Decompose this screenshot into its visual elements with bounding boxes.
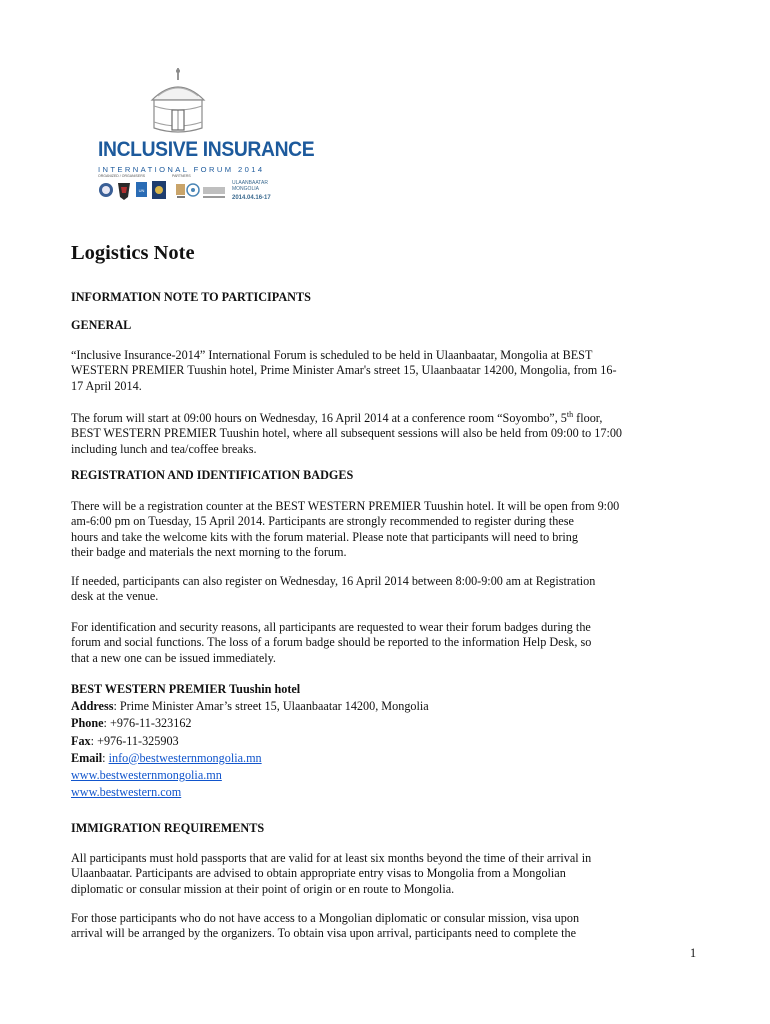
info-heading: INFORMATION NOTE TO PARTICIPANTS [71,290,311,304]
email-link[interactable]: info@bestwesternmongolia.mn [108,750,262,765]
email-separator: : [102,750,109,765]
partner-c-icon [203,187,225,198]
hotel-phone [71,715,671,732]
organized-label: ORGANIZED / ORGANISERS [98,174,146,178]
text-line: arrival will be arranged by the organizers. To obtain visa upon arrival, participants need to complete the [71,926,576,941]
hotel-address [71,698,671,715]
bank-logo-icon [152,181,166,199]
text-line: hours and take the welcome kits with the forum material. Please note that participants will need to bring [71,529,578,544]
text-line: forum and social functions. The loss of a forum badge should be reported to the information Help Desk, so [71,635,592,650]
immigration-paragraph-1 [71,851,671,897]
registration-paragraph-1 [71,499,671,561]
logo-place [232,180,278,201]
immigration-paragraph-2 [71,911,671,942]
text-line: desk at the venue. [71,589,159,604]
hotel-fax [71,733,671,750]
text-segment: The forum will start at 09:00 hours on Wednesday, 16 April 2014 at a conference room “Soyombo”, 5 [71,411,567,426]
text-line: BEST WESTERN PREMIER Tuushin hotel, where all subsequent sessions will also be held from 09:00 to 17:00 [71,426,623,441]
fax-value: : +976-11-325903 [90,733,179,748]
phone-label: Phone [71,716,104,731]
text-line: including lunch and tea/coffee breaks. [71,441,257,456]
text-line: 17 April 2014. [71,378,142,393]
hotel-website-2 [71,784,671,801]
text-line: their badge and materials the next morning to the forum. [71,545,347,560]
text-line: WESTERN PREMIER Tuushin hotel, Prime Minister Amar's street 15, Ulaanbaatar 14200, Mongolia, from 16- [71,363,617,378]
immigration-heading: IMMIGRATION REQUIREMENTS [71,821,265,835]
fsc-emblem-icon [99,183,113,197]
text-line: For identification and security reasons, all participants are requested to wear their forum badges during the [71,620,591,634]
coat-of-arms-icon [118,183,130,200]
text-line: For those participants who do not have access to a Mongolian diplomatic or consular mission, visa upon [71,911,580,925]
hotel-website-1 [71,767,671,784]
logo-title: INCLUSIVE INSURANCE [98,138,315,161]
superscript: th [566,410,574,419]
partner-b-icon [187,184,199,196]
email-label: Email [71,750,103,765]
hotel-contact [71,681,671,801]
place-city: ULAANBAATAR [232,180,268,186]
place-country: MONGOLIA [232,186,259,192]
registration-paragraph-3 [71,620,671,666]
website-link-bestwestern[interactable]: www.bestwestern.com [71,785,182,800]
address-value: : Prime Minister Amar’s street 15, Ulaanbaatar 14200, Mongolia [113,699,429,714]
hotel-name: BEST WESTERN PREMIER Tuushin hotel [71,682,301,696]
text-line: All participants must hold passports that are valid for at least six months beyond the time of their arrival in [71,851,592,865]
document-title: Logistics Note [71,242,195,264]
text-line: am-6:00 pm on Tuesday, 15 April 2014. Participants are strongly recommended to register during these [71,514,574,529]
yurt-icon [146,66,210,140]
text-line: diplomatic or consular mission at their point of origin or en route to Mongolia. [71,881,455,896]
phone-value: : +976-11-323162 [103,716,192,731]
text-line: There will be a registration counter at the BEST WESTERN PREMIER Tuushin hotel. It will be open from 9:00 [71,499,620,513]
registration-heading: REGISTRATION AND IDENTIFICATION BADGES [71,468,354,482]
partner-a-icon [176,184,185,198]
page-number: 1 [690,946,697,960]
text-segment: floor, [573,411,603,426]
hotel-email [71,750,671,767]
text-line: “Inclusive Insurance-2014” International Forum is scheduled to be held in Ulaanbaatar, Mongolia at BEST [71,348,593,362]
text-line [71,407,671,426]
general-heading: GENERAL [71,318,132,332]
text-line: that a new one can be issued immediately. [71,650,276,665]
forum-logo [94,66,315,212]
general-paragraph-1 [71,348,671,394]
registration-paragraph-2 [71,574,671,605]
text-line: Ulaanbaatar. Participants are advised to obtain appropriate entry visas to Mongolia from a Mongolian [71,866,566,881]
undp-logo-icon [136,182,147,197]
svg-text:UN: UN [138,188,145,193]
fax-label: Fax [71,733,91,748]
place-date: 2014.04.16-17 [232,195,271,201]
logo-subtitle: INTERNATIONAL FORUM 2014 [98,165,265,174]
website-link-mongolia[interactable]: www.bestwesternmongolia.mn [71,768,222,783]
address-label: Address [71,699,114,714]
general-paragraph-2 [71,407,671,457]
partners-label: PARTNERS [172,174,191,178]
text-line: If needed, participants can also register on Wednesday, 16 April 2014 between 8:00-9:00 am at Registration [71,574,596,588]
sponsor-logos [98,178,228,204]
